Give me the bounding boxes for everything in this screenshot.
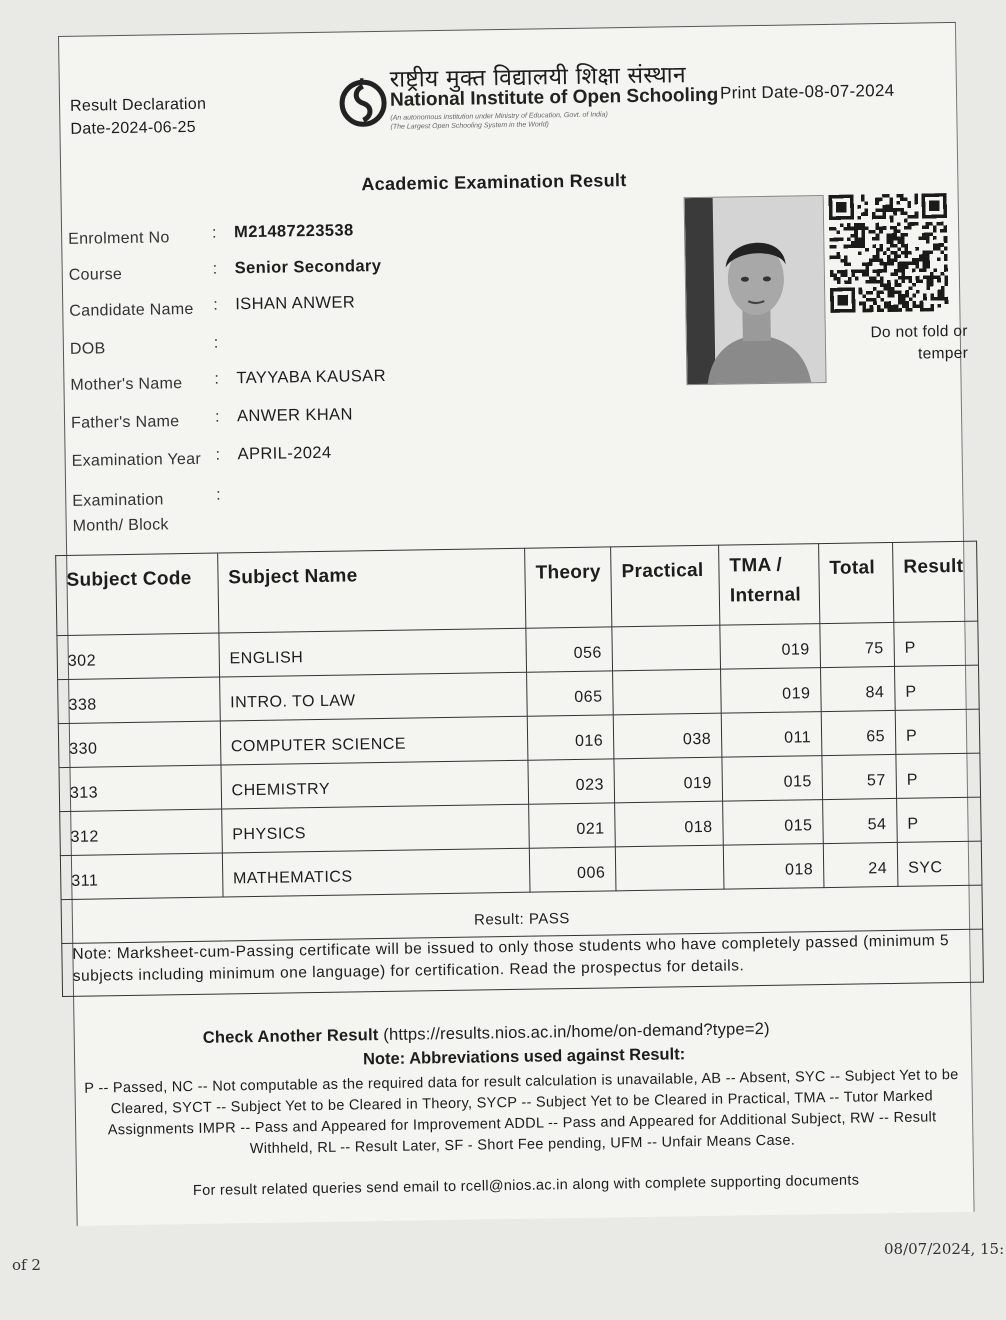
qr-code [822,193,956,313]
fold-warning-line2: temper [917,344,969,363]
cell-practical: 038 [613,713,722,759]
cell-theory: 065 [527,671,614,716]
col-tma [719,544,820,626]
field-value: TAYYABA KAUSAR [236,366,387,388]
field-value: ANWER KHAN [236,405,353,426]
print-date: Print Date-08-07-2024 [719,80,895,103]
cell-name: PHYSICS [221,804,529,853]
cell-code: 313 [59,765,221,812]
cell-code: 330 [58,721,220,768]
cell-theory: 016 [527,715,614,760]
table-header-row [56,541,978,635]
field-value: Senior Secondary [234,256,382,278]
col-result: Result [893,541,978,622]
field-label [70,336,106,362]
field-value: APRIL-2024 [237,443,332,464]
cell-tma: 019 [720,624,821,670]
institute-subtitle-2: (The Largest Open Schooling System in the World) [390,121,549,131]
cell-total: 24 [823,842,898,887]
cell-practical [613,669,722,715]
declaration-label: Result Declaration [69,95,207,115]
cell-name: MATHEMATICS [222,848,530,897]
cell-result: P [897,797,982,842]
cell-total: 75 [820,622,895,667]
cell-tma: 011 [721,712,822,758]
field-value: M21487223538 [233,221,354,242]
cell-theory: 023 [528,759,615,804]
field-label-text: Mother's Name [70,375,183,394]
cell-practical: 018 [615,801,724,847]
cell-tma: 019 [721,668,822,714]
cell-name: COMPUTER SCIENCE [220,716,528,765]
institute-subtitle [390,109,720,132]
field-label-text: DOB [69,340,106,358]
print-timestamp: 08/07/2024, 15: [884,1240,1005,1258]
field-value: ISHAN ANWER [235,293,356,314]
field-label [71,447,201,474]
col-total: Total [819,542,894,623]
photo-portrait [685,196,827,385]
fold-warning [850,321,969,367]
cell-practical [612,625,721,671]
nios-logo [338,76,389,129]
cell-result: SYC [897,841,982,886]
field-separator: : [211,224,217,242]
field-label-text: Examination Year [71,450,202,470]
marks-table-body [57,621,982,899]
cell-tma: 015 [723,800,824,846]
check-another-label: Check Another Result [202,1026,379,1047]
field-label-text-2: Month/ Block [72,516,169,535]
field-label [70,371,182,398]
abbreviations-text: P -- Passed, NC -- Not computable as the required data for result calculation is unavailable, AB -- Absent, SYC -- Subject Yet to be Cleared, SYCT -- Subject Yet to be Cleared in Theory, SYCP -- Subject Yet to be Cleared in Practical, TMA -- Tutor Marked Assignments IMPR -- Pass and Appeared for Improvement ADDL -- Pass and Appeared for Additional Subject, RW -- Result Withheld, RL -- Result Later, SF - Short Fee pending, UFM -- Unfair Means Case. [84,1066,959,1158]
fold-warning-line1: Do not fold or [870,322,968,342]
check-another-url[interactable]: (https://results.nios.ac.in/home/on-demand?type=2) [383,1019,770,1045]
field-separator: : [213,296,218,314]
cell-theory: 021 [529,803,616,848]
field-label [71,409,180,436]
field-separator: : [214,370,219,388]
field-label-text: Examination [72,491,164,510]
col-theory: Theory [525,547,612,628]
abbreviations-title: Note: Abbreviations used against Result: [362,1045,686,1069]
cell-result: P [894,665,979,710]
result-sheet [58,22,975,1226]
col-practical: Practical [611,545,720,627]
cell-theory: 056 [526,627,613,672]
cell-total: 84 [821,666,896,711]
cell-code: 302 [57,633,219,680]
cell-total: 57 [822,754,897,799]
field-label [72,487,169,539]
cell-tma: 018 [723,844,824,890]
field-separator: : [216,486,221,504]
field-label-text: Father's Name [70,413,180,432]
candidate-photo [684,195,827,385]
overall-result: Result: PASS [61,885,983,943]
field-label-text: Course [68,266,123,284]
check-another-result [203,1020,770,1048]
cell-code: 311 [60,853,222,900]
declaration-date: Date-2024-06-25 [70,118,197,138]
certificate-note: Note: Marksheet-cum-Passing certificate will be issued to only those students who have completely passed (minimum 5 subjects including minimum one language) for certification. Read the prospectus for details. [62,929,984,996]
field-separator: : [213,334,219,352]
cell-total: 65 [821,710,896,755]
field-label [69,262,123,288]
cell-practical [615,845,724,891]
col-tma-line2: Internal [729,584,802,607]
col-tma-line1: TMA / [729,554,783,577]
field-separator: : [214,408,220,426]
cell-total: 54 [823,798,898,843]
field-label-text: Candidate Name [69,300,194,320]
col-subject-code: Subject Code [56,553,219,636]
field-label-text: Enrolment No [68,229,170,248]
field-separator: : [215,446,221,464]
page-title: Academic Examination Result [361,170,627,195]
cell-name: CHEMISTRY [221,760,529,809]
cell-name: ENGLISH [219,628,527,677]
cell-name: INTRO. TO LAW [219,672,527,721]
cell-theory: 006 [529,847,616,892]
institute-name-english: National Institute of Open Schooling [389,84,719,111]
col-subject-name: Subject Name [217,548,526,633]
query-contact: For result related queries send email to rcell@nios.ac.in along with complete supporting documents [192,1172,860,1200]
institute-subtitle-1: (An autonomous institution under Ministry of Education, Govt. of India) [390,111,608,122]
cell-code: 312 [60,809,222,856]
page-count: of 2 [12,1256,41,1274]
cell-result: P [895,709,980,754]
field-label [69,297,194,324]
declaration-block [70,93,207,141]
marks-table [55,541,984,997]
cell-result: P [896,753,981,798]
institute-name-hindi: राष्ट्रीय मुक्त विद्यालयी शिक्षा संस्थान [389,62,687,93]
cell-result: P [894,621,979,666]
cell-code: 338 [58,677,220,724]
cell-practical: 019 [614,757,723,803]
cell-tma: 015 [722,756,823,802]
field-separator: : [212,260,218,278]
field-label [68,225,170,252]
